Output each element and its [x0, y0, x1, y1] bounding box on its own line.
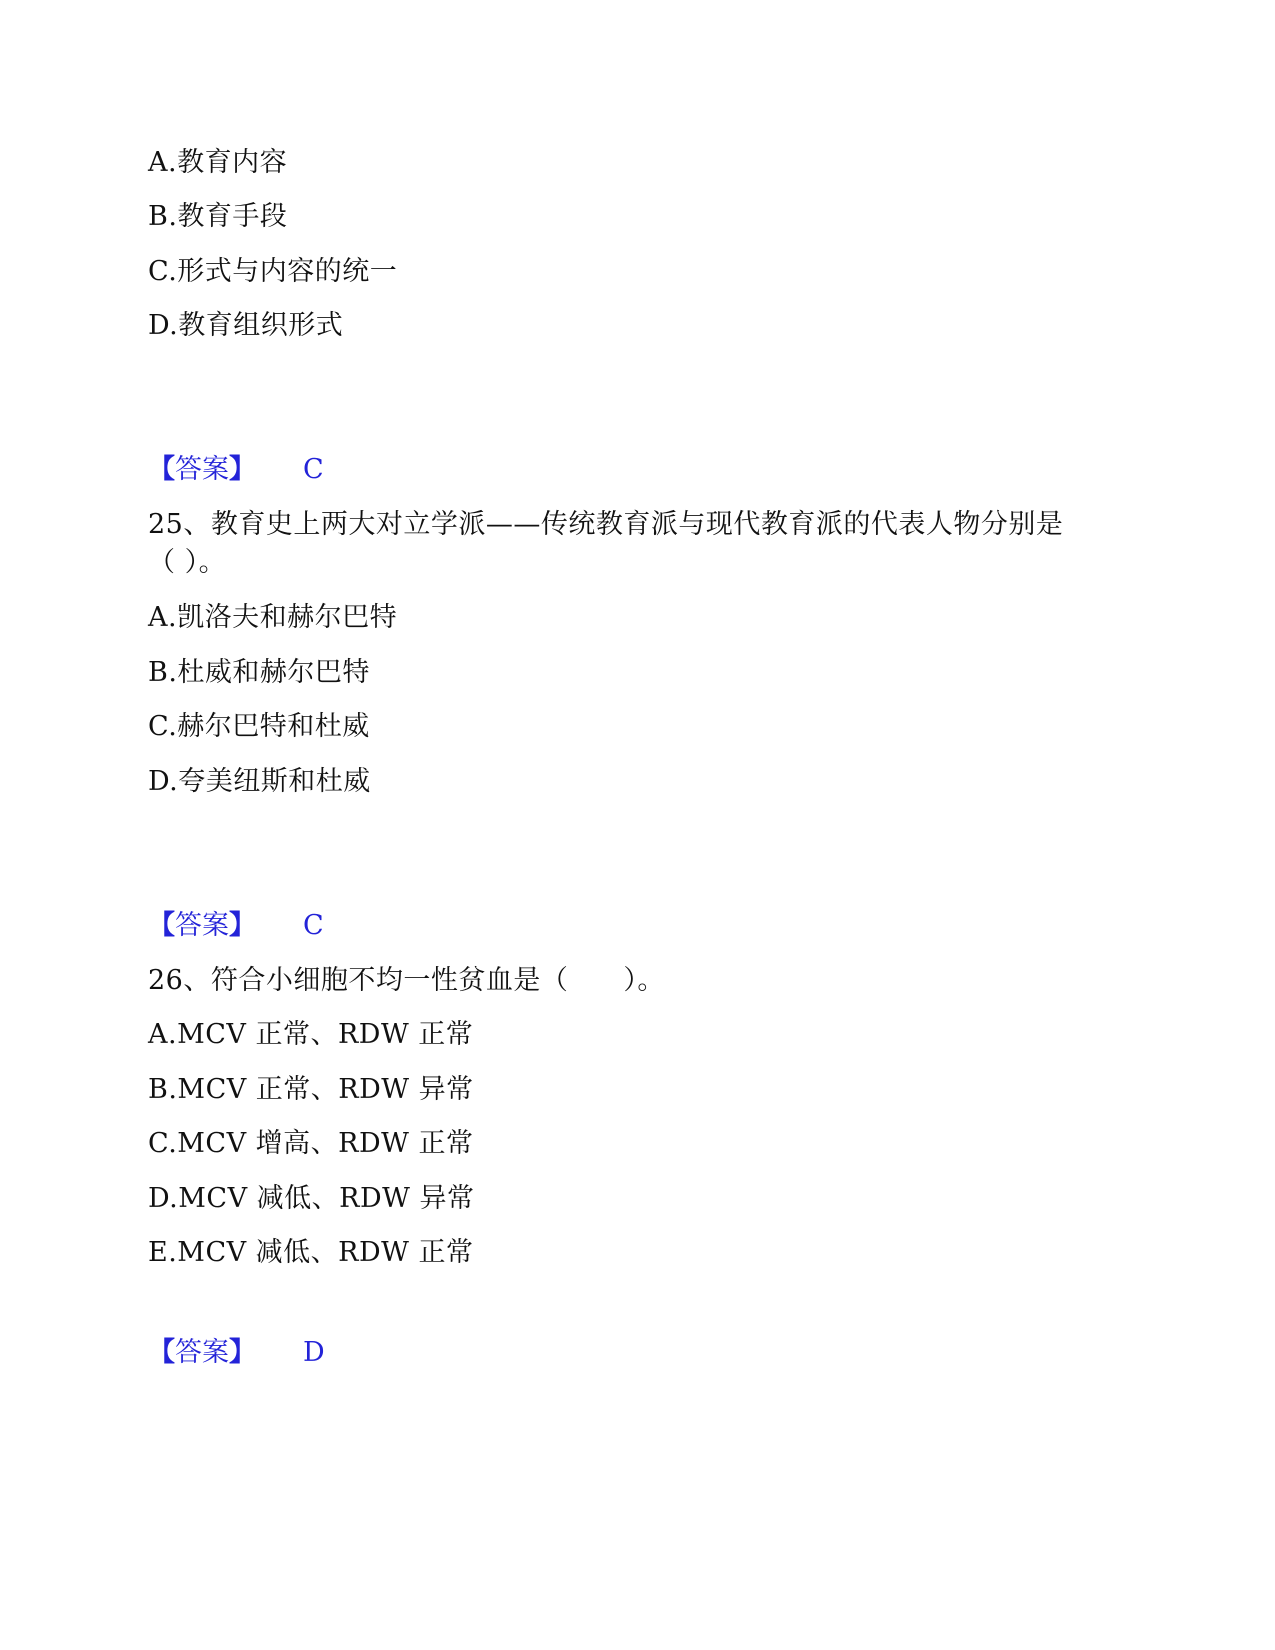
- q26-option-a: A.MCV 正常、RDW 正常: [148, 1019, 474, 1050]
- answer-value: C: [303, 454, 324, 485]
- q25-option-d: D.夸美纽斯和杜威: [148, 766, 371, 797]
- q25-option-b: B.杜威和赫尔巴特: [148, 657, 370, 688]
- q25-stem-line1: 25、教育史上两大对立学派——传统教育派与现代教育派的代表人物分别是: [148, 509, 1064, 540]
- q24-option-c: C.形式与内容的统一: [148, 256, 398, 287]
- q24-answer: [148, 453, 324, 487]
- answer-open-bracket: 【: [148, 910, 175, 941]
- answer-label: 答案: [175, 1337, 229, 1368]
- q24-option-d: D.教育组织形式: [148, 310, 344, 341]
- q25-option-c: C.赫尔巴特和杜威: [148, 711, 370, 742]
- q25-answer: [148, 909, 324, 943]
- answer-close-bracket: 】: [229, 1337, 256, 1368]
- answer-open-bracket: 【: [148, 454, 175, 485]
- q26-option-e: E.MCV 减低、RDW 正常: [148, 1237, 474, 1268]
- answer-open-bracket: 【: [148, 1337, 175, 1368]
- q26-option-d: D.MCV 减低、RDW 异常: [148, 1183, 475, 1214]
- q25-stem-line2: （ ）。: [148, 547, 227, 578]
- q26-option-b: B.MCV 正常、RDW 异常: [148, 1074, 474, 1105]
- q24-option-b: B.教育手段: [148, 201, 288, 232]
- answer-label: 答案: [175, 454, 229, 485]
- answer-close-bracket: 】: [229, 454, 256, 485]
- q25-option-a: A.凯洛夫和赫尔巴特: [148, 602, 398, 633]
- q24-option-a: A.教育内容: [148, 147, 288, 178]
- answer-value: D: [303, 1337, 325, 1368]
- q26-option-c: C.MCV 增高、RDW 正常: [148, 1128, 474, 1159]
- answer-label: 答案: [175, 910, 229, 941]
- answer-close-bracket: 】: [229, 910, 256, 941]
- q26-answer: [148, 1336, 325, 1370]
- answer-value: C: [303, 910, 324, 941]
- q26-stem: 26、符合小细胞不均一性贫血是（ ）。: [148, 965, 665, 996]
